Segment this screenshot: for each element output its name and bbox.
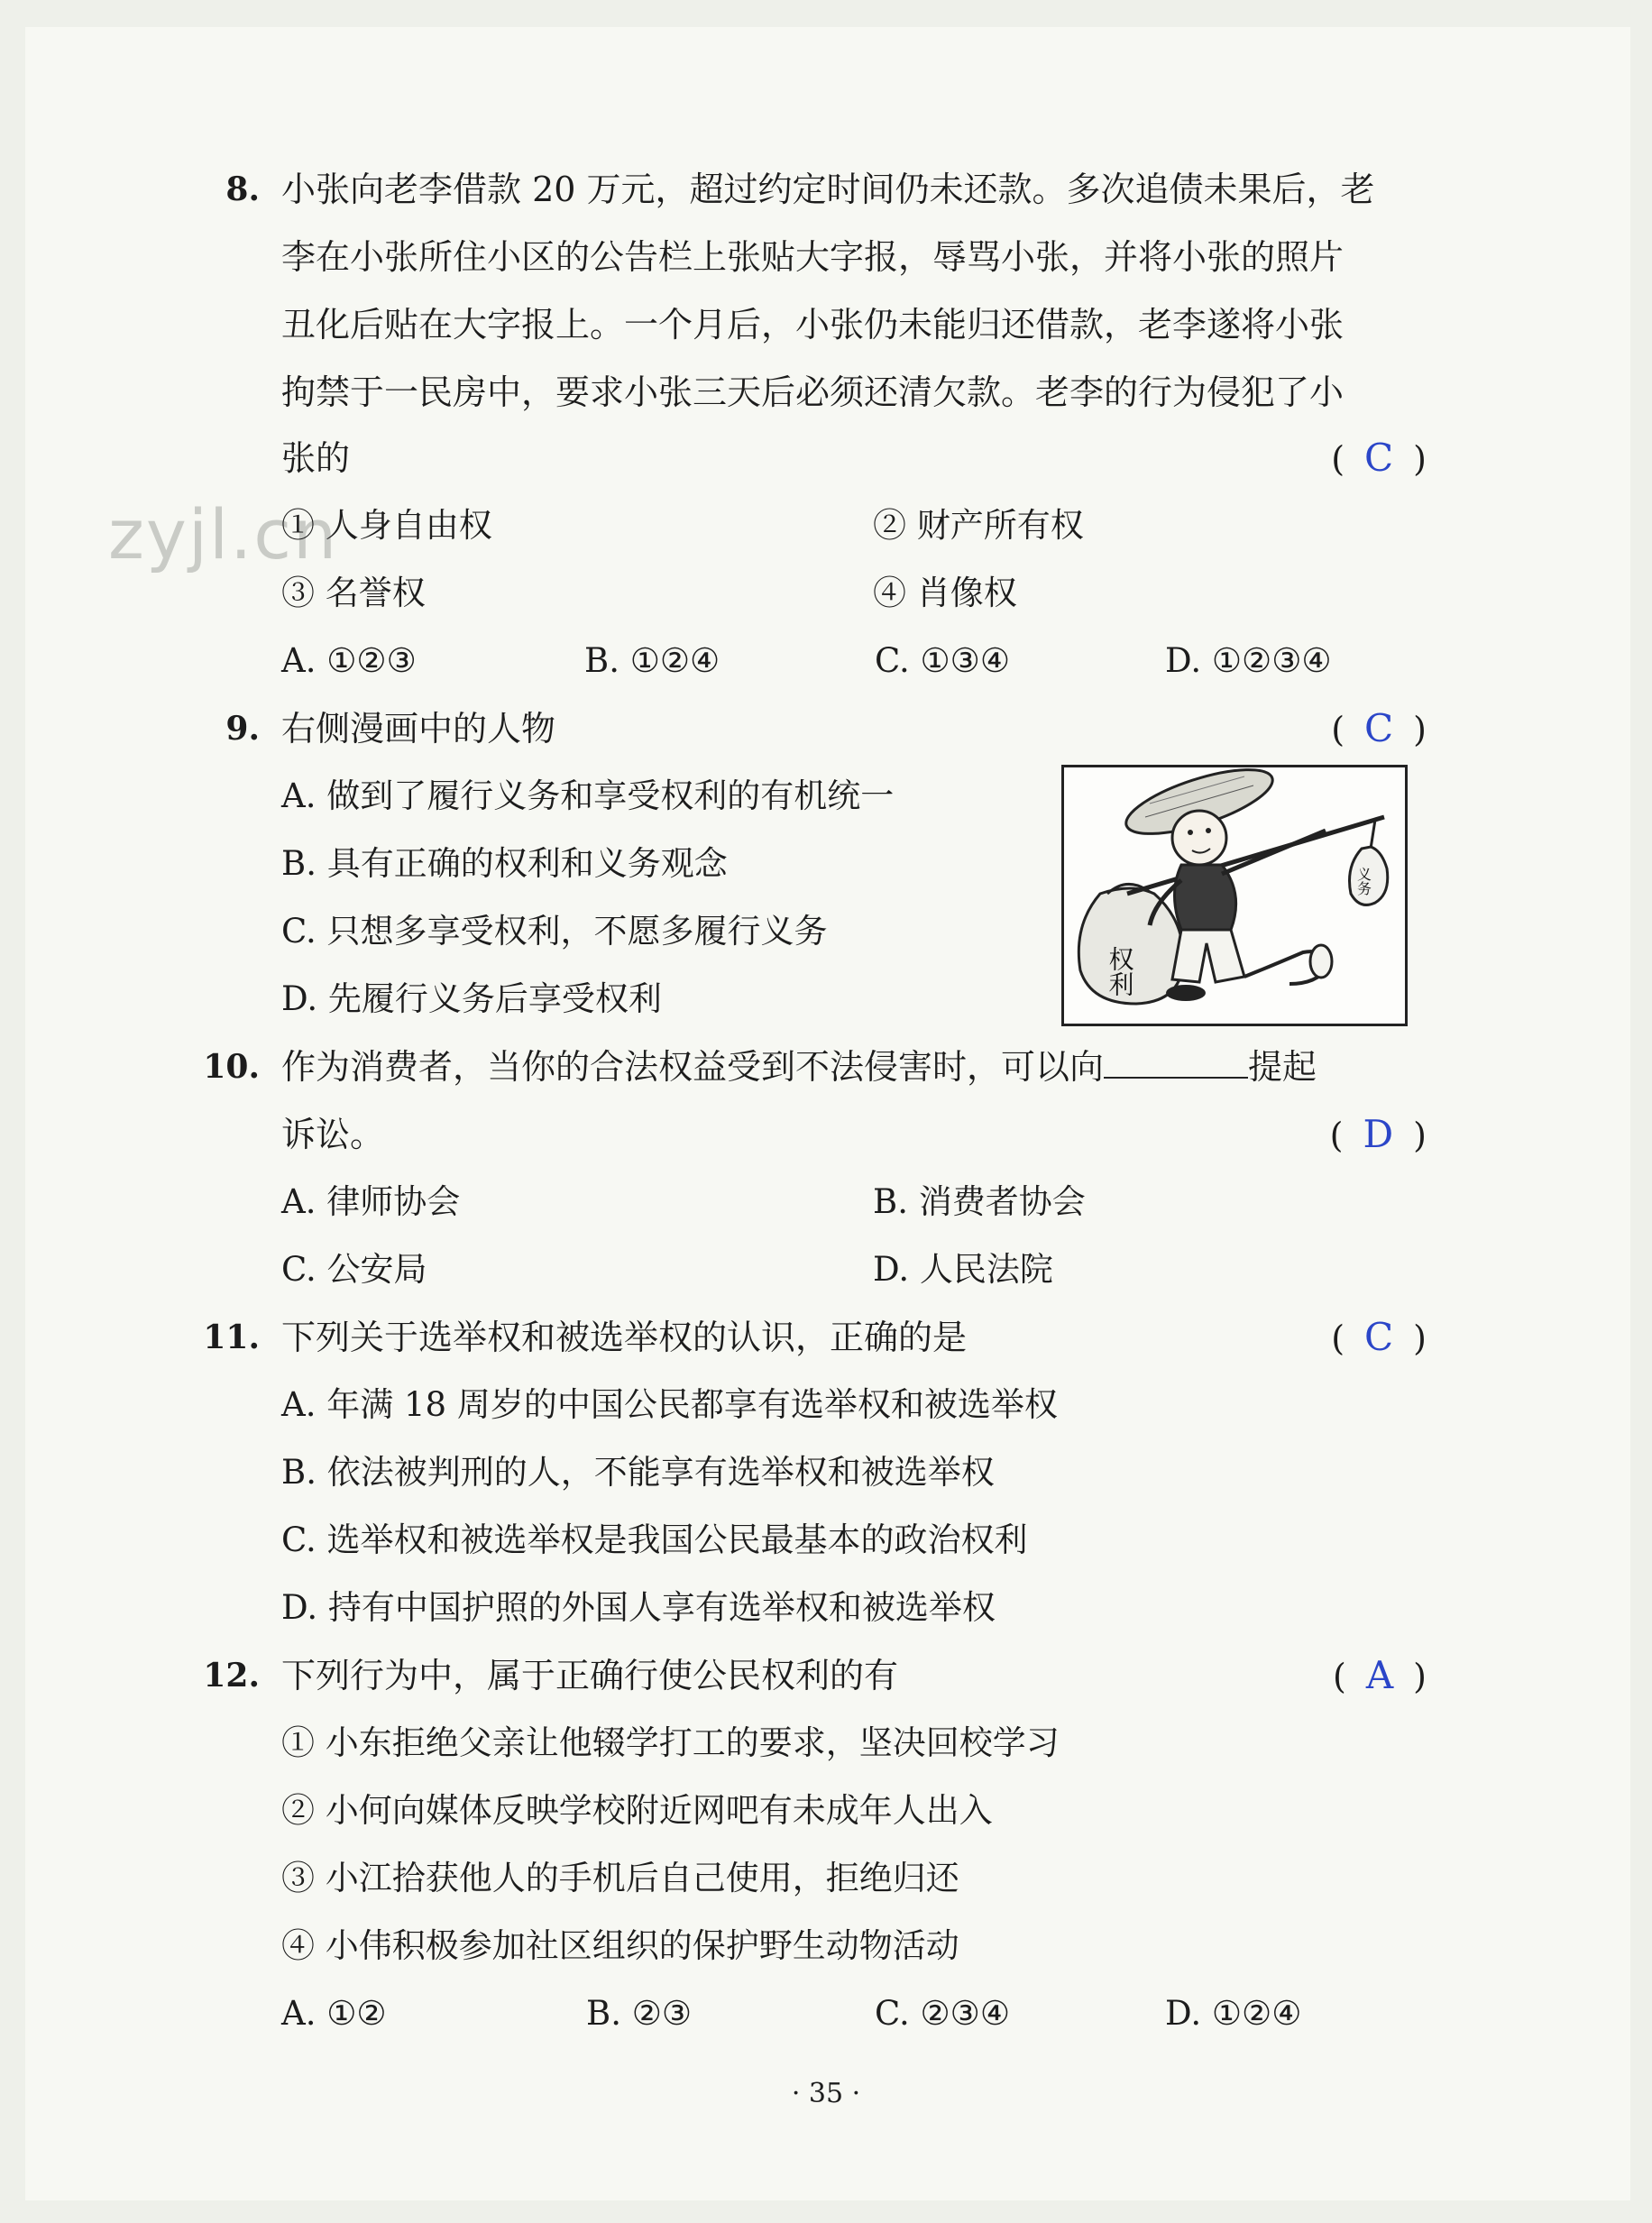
q9-option-a: A. 做到了履行义务和享受权利的有机统一 xyxy=(281,776,895,815)
q9-option-c: C. 只想多享受权利，不愿多履行义务 xyxy=(281,912,828,951)
q12-option-a: A. ①② xyxy=(281,1994,387,2033)
q8-option-a: A. ①②③ xyxy=(281,641,417,680)
q9-option-d: D. 先履行义务后享受权利 xyxy=(281,979,662,1018)
q12-number: 12. xyxy=(203,1657,260,1695)
q11-answer-value: C xyxy=(1364,1315,1394,1359)
q8-line-2: 李在小张所住小区的公告栏上张贴大字报，辱骂小张，并将小张的照片 xyxy=(281,237,1345,277)
q8-item-3: ③ 名誉权 xyxy=(281,574,426,612)
q11-option-b: B. 依法被判刑的人，不能享有选举权和被选举权 xyxy=(281,1453,995,1492)
q12-item-1: ① 小东拒绝父亲让他辍学打工的要求，坚决回校学习 xyxy=(281,1723,1060,1762)
q9-option-b: B. 具有正确的权利和义务观念 xyxy=(281,844,728,883)
q9-number: 9. xyxy=(225,710,260,748)
q12-option-b: B. ②③ xyxy=(586,1994,693,2033)
cartoon-illustration xyxy=(1061,765,1408,1026)
q8-number: 8. xyxy=(225,170,260,208)
q8-option-b: B. ①②④ xyxy=(584,641,720,680)
q8-line-4: 拘禁于一民房中，要求小张三天后必须还清欠款。老李的行为侵犯了小 xyxy=(281,372,1345,412)
q8-item-4: ④ 肖像权 xyxy=(873,574,1017,612)
cartoon-drawing xyxy=(1064,767,1405,1024)
q10-blank xyxy=(1104,1041,1248,1079)
page-number: · 35 · xyxy=(791,2078,861,2109)
q12-answer: ( A ) xyxy=(1333,1653,1427,1697)
q8-line-3: 丑化后贴在大字报上。一个月后，小张仍未能归还借款，老李遂将小张 xyxy=(281,305,1345,344)
q10-answer-value: D xyxy=(1363,1112,1394,1156)
q10-stem-line-1: 作为消费者，当你的合法权益受到不法侵害时，可以向 提起 xyxy=(281,1040,1427,1094)
q8-item-1: ① 人身自由权 xyxy=(281,506,492,545)
q10-stem-line-2: 诉讼。 xyxy=(281,1115,385,1154)
q8-answer: ( C ) xyxy=(1331,436,1427,480)
q11-option-a: A. 年满 18 周岁的中国公民都享有选举权和被选举权 xyxy=(281,1385,1058,1424)
q11-stem: 下列关于选举权和被选举权的认识，正确的是 xyxy=(281,1318,968,1357)
q8-option-d: D. ①②③④ xyxy=(1165,641,1332,680)
q9-stem: 右侧漫画中的人物 xyxy=(281,709,556,749)
q12-option-c: C. ②③④ xyxy=(875,1994,1011,2033)
q11-option-d: D. 持有中国护照的外国人享有选举权和被选举权 xyxy=(281,1588,996,1627)
watermark: zyjl.cn xyxy=(108,494,339,574)
character-head xyxy=(1172,811,1226,865)
q11-number: 11. xyxy=(203,1318,260,1356)
q10-option-c: C. 公安局 xyxy=(281,1250,427,1289)
bag-label-rights: 权利 xyxy=(1105,946,1135,997)
q10-number: 10. xyxy=(203,1048,260,1086)
character-legs xyxy=(1172,930,1244,982)
q12-stem: 下列行为中，属于正确行使公民权利的有 xyxy=(281,1656,899,1695)
q10-option-d: D. 人民法院 xyxy=(873,1250,1053,1289)
q10-option-a: A. 律师协会 xyxy=(281,1182,461,1221)
q8-answer-value: C xyxy=(1364,436,1394,480)
q12-answer-value: A xyxy=(1365,1653,1394,1697)
q9-answer: ( C ) xyxy=(1331,706,1427,750)
q8-option-c: C. ①③④ xyxy=(875,641,1011,680)
q8-item-2: ② 财产所有权 xyxy=(873,506,1084,545)
q11-option-c: C. 选举权和被选举权是我国公民最基本的政治权利 xyxy=(281,1520,1028,1559)
q12-item-2: ② 小何向媒体反映学校附近网吧有未成年人出入 xyxy=(281,1791,993,1830)
q12-item-3: ③ 小江拾获他人的手机后自己使用，拒绝归还 xyxy=(281,1859,959,1897)
q9-answer-value: C xyxy=(1364,706,1394,750)
q10-option-b: B. 消费者协会 xyxy=(873,1182,1086,1221)
q12-option-d: D. ①②④ xyxy=(1165,1994,1302,2033)
q12-item-4: ④ 小伟积极参加社区组织的保护野生动物活动 xyxy=(281,1926,959,1965)
q8-line-5: 张的 xyxy=(281,438,351,478)
character-body xyxy=(1175,865,1236,930)
q10-answer: ( D ) xyxy=(1329,1112,1427,1156)
q11-answer: ( C ) xyxy=(1331,1315,1427,1359)
q8-line-1: 小张向老李借款 20 万元，超过约定时间仍未还款。多次追债未果后，老 xyxy=(281,170,1375,209)
bag-label-duty: 义务 xyxy=(1354,867,1372,896)
